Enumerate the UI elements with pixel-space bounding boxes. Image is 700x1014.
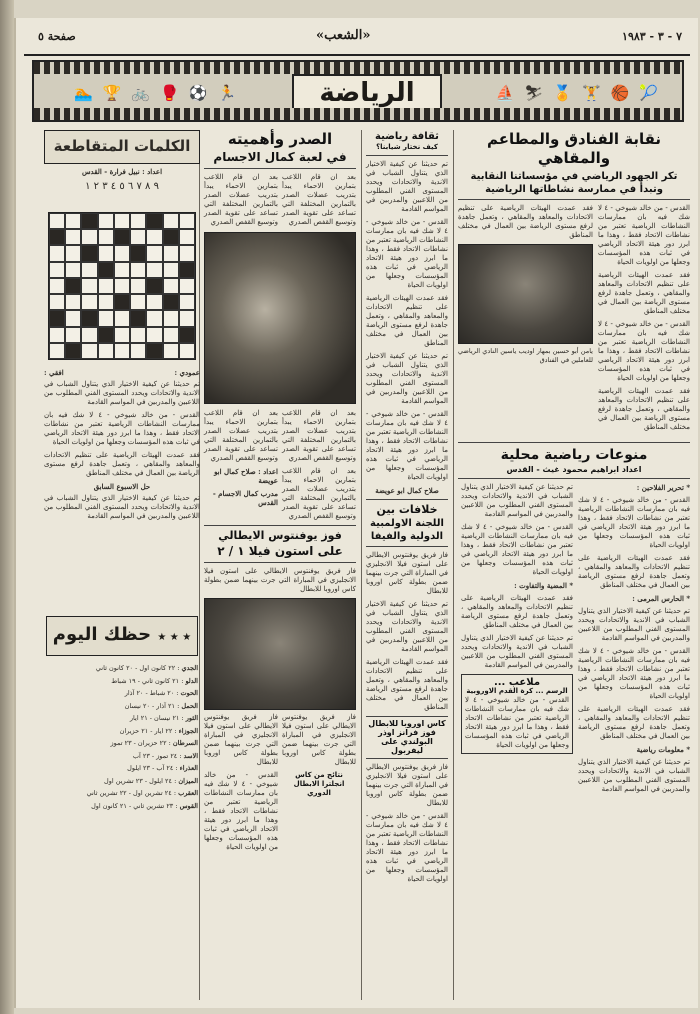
headline-choose-youth: كيف نختار شيابنا؟ [366, 143, 448, 156]
article-paragraph: فاز فريق يوفنتوس الايطالي على استون فيلا الانجليزي في المباراة التي جرت بينهما ضمن بطولة كاس اوروبا للابطال [204, 713, 278, 766]
results-title: نتائج من كاس [295, 771, 343, 779]
sign-dates: ٢٠ شباط - ٢٠ آذار [124, 689, 175, 697]
sign-dates: ٢٣ تشرين ثاني - ٢١ كانون اول [91, 801, 174, 810]
article-paragraph: فقد عمدت الهيئات الرياضية على تنظيم الاتحادات والمعاهد والمقاهي ، وتعمل جاهدة لرفع مستوى الرياضة بين العمال في مختلف المناطق [458, 204, 593, 239]
sign-dates: ٢١ آذار - ٢٠ نيسان [124, 701, 175, 710]
newspaper-page [14, 18, 698, 1008]
article-paragraph: بعد ان قام اللاعب بتمارين الاحماء يبدأ بتدريب عضلات الصدر بالتمارين المختلفة التي تساعد على تقوية الصدر وتوسيع القفص الصدري [204, 173, 278, 226]
sign-name: الحمل [181, 701, 198, 710]
headline-euro-cup: كاس اوروبا للابطال [366, 716, 448, 728]
crossword-grid [48, 212, 196, 360]
banner-sport-icons-right [496, 78, 658, 108]
article-paragraph: القدس - من خالد شيوخي - ٤ لا شك فيه بان ممارسات النشاطات الرياضية تعتبر من نشاطات الاتحاد فقط ، وهذا ما ابرز دور هيئة الاتحاد الرياضي في ثبات هذه المؤسسات وجعلها من اولويات الحياة [366, 218, 448, 289]
clue-text: تم حديثنا عن كيفية الاختيار الذي يتناول الشباب في الاندية والاتحادات ويحدد المستوى الفني المطلوب من اللاعبين والمدربين في المواسم القادمة [44, 494, 200, 520]
headline-aston-villa: على استون فيلا ١ / ٢ [204, 543, 356, 563]
headline-olympic-dispute: خلافات بين [366, 499, 448, 517]
sign-name: الدلو [185, 676, 198, 685]
article-paragraph: تم حديثنا عن كيفية الاختيار الذي يتناول الشباب في الاندية والاتحادات ويحدد المستوى الفني المطلوب من اللاعبين والمدربين في المواسم القادمة [366, 352, 448, 405]
sign-dates: ٢٢ كانون اول - ٢٠ كانون ثاني [95, 664, 176, 672]
sidebar-box [461, 674, 573, 754]
article-paragraph: تم حديثنا عن كيفية الاختيار الذي يتناول الشباب في الاندية والاتحادات ويحدد المستوى الفني المطلوب من اللاعبين والمدربين في المواسم القادمة [366, 600, 448, 653]
sign-name: الحوت [180, 689, 198, 697]
article-paragraph: القدس - من خالد شيوخي - ٤ لا شك فيه بان ممارسات النشاطات الرياضية تعتبر من نشاطات الاتحاد فقط ، وهذا ما ابرز دور هيئة الاتحاد الرياضي في ثبات هذه المؤسسات وجعلها من اولويات الحياة [598, 320, 690, 382]
sign-dates: ٢٤ ايلول - ٢٣ تشرين اول [104, 776, 172, 785]
article-paragraph: فقد عمدت الهيئات الرياضية على تنظيم الاتحادات والمعاهد والمقاهي ، وتعمل جاهدة لرفع مستوى الرياضة بين العمال في مختلف المناطق [598, 271, 690, 315]
article-paragraph: القدس - من خالد شيوخي - ٤ لا شك فيه بان ممارسات النشاطات الرياضية تعتبر من نشاطات الاتحاد فقط ، وهذا ما ابرز دور هيئة الاتحاد الرياضي في ثبات هذه المؤسسات وجعلها من اولويات الحياة [366, 812, 448, 883]
photo-bodybuilder [204, 232, 356, 404]
horoscope-title: حظك اليوم [52, 624, 152, 645]
clue-text: القدس - من خالد شيوخي - ٤ لا شك فيه بان ممارسات النشاطات الرياضية تعتبر من نشاطات الاتحاد فقط ، وهذا ما ابرز دور هيئة الاتحاد الرياضي في ثبات هذه المؤسسات وجعلها من اولويات الحياة [44, 411, 200, 446]
crossword-title: الكلمات المتقاطعة [53, 137, 191, 155]
section-title: الرياضة [292, 74, 442, 112]
article-paragraph: بعد ان قام اللاعب بتمارين الاحماء يبدأ بتدريب عضلات الصدر بالتمارين المختلفة التي تساعد على تقوية الصدر وتوسيع القفص الصدري [282, 173, 356, 226]
crossword-digits: ٩ ٨ ٧ ٦ ٥ ٤ ٣ ٢ ١ [85, 181, 159, 192]
page-number: صفحة ٥ [38, 30, 76, 43]
sign-name: السرطان [172, 739, 198, 747]
sign-name: الجدي [181, 664, 198, 672]
sign-dates: ٢٤ تشرين اول - ٢٢ تشرين ثاني [86, 789, 172, 797]
sign-name: الميزان [178, 776, 198, 785]
clue-text: تم حديثنا عن كيفية الاختيار الذي يتناول الشباب في الاندية والاتحادات ويحدد المستوى الفني المطلوب من اللاعبين والمدربين في المواسم القادمة [44, 380, 200, 406]
kicker-sports-culture: ثقافة رياضية [375, 131, 439, 142]
article-paragraph: فقد عمدت الهيئات الرياضية على تنظيم الاتحادات والمعاهد والمقاهي ، وتعمل جاهدة لرفع مستوى الرياضة بين العمال في مختلف المناطق [461, 594, 573, 629]
article-paragraph: فاز فريق يوفنتوس الايطالي على استون فيلا الانجليزي في المباراة التي جرت بينهما ضمن بطولة كاس اوروبا للابطال [282, 713, 356, 766]
photo-caption: يامن أبو حسين بمهار اوديب ياسين النادي الرياضي للعاملين في الفنادق [458, 347, 593, 364]
crossword-title-box [44, 130, 200, 164]
sign-name: الجوزاء [178, 726, 198, 735]
article-paragraph: فقد عمدت الهيئات الرياضية على تنظيم الاتحادات والمعاهد والمقاهي ، وتعمل جاهدة لرفع مستوى الرياضة بين العمال في مختلف المناطق [598, 387, 690, 431]
column-bodybuilding [204, 130, 356, 1000]
clues-down-label: عمودي : [174, 368, 200, 377]
tennis-icon: 🎾 [639, 84, 658, 102]
sign-dates: ٢٤ تموز - ٢٣ آب [132, 751, 178, 760]
article-paragraph: القدس - من خالد شيوخي - ٤ لا شك فيه بان ممارسات النشاطات الرياضية تعتبر من نشاطات الاتحاد فقط ، وهذا ما ابرز دور هيئة الاتحاد الرياضي في ثبات هذه المؤسسات وجعلها من اولويات الحياة [578, 496, 690, 549]
byline-local-sports: اعداد ابراهيم محمود غيث - القدس [458, 464, 690, 479]
article-paragraph: تم حديثنا عن كيفية الاختيار الذي يتناول الشباب في الاندية والاتحادات ويحدد المستوى الفني المطلوب من اللاعبين والمدربين في المواسم القادمة [461, 634, 573, 669]
headline-olympic-dispute-2: اللجنة الاولمبية الدولية والفيفا [366, 517, 448, 547]
article-paragraph: فاز فريق يوفنتوس الايطالي على استون فيلا الانجليزي في المباراة التي جرت بينهما ضمن بطولة كاس اوروبا للابطال [366, 551, 448, 595]
bicycle-icon: 🚲 [131, 84, 151, 102]
sign-name: الاسد [183, 751, 198, 760]
banner-sport-icons-left [74, 78, 236, 108]
page-binding [0, 0, 14, 1014]
crossword-author: اعداد : نبيل فرارة - القدس [81, 167, 163, 176]
article-paragraph: فقد عمدت الهيئات الرياضية على تنظيم الاتحادات والمعاهد والمقاهي ، وتعمل جاهدة لرفع مستوى الرياضة بين العمال في مختلف المناطق [578, 705, 690, 740]
horoscope-title-box [46, 616, 198, 656]
results-subtitle: انجلترا الابطال [293, 780, 345, 788]
article-paragraph: بعد ان قام اللاعب بتمارين الاحماء يبدأ بتدريب عضلات الصدر بالتمارين المختلفة التي تساعد على تقوية الصدر وتوسيع القفص الصدري [204, 409, 278, 462]
sign-dates: ٢٢ حزيران - ٢٣ تموز [110, 739, 167, 747]
sign-dates: ٢٤ آب - ٢٣ ايلول [127, 764, 174, 772]
article-paragraph: فاز فريق يوفنتوس الايطالي على استون فيلا الانجليزي في المباراة التي جرت بينهما ضمن بطولة كاس اوروبا للابطال [366, 763, 448, 807]
section-label: * المضية والتفاوت : [514, 581, 573, 590]
section-label: * تحرير الفلاحين : [636, 483, 690, 492]
banner-border-top [34, 62, 682, 74]
article-paragraph: فاز فريق يوفنتوس الايطالي على استون فيلا الانجليزي في المباراة التي جرت بينهما ضمن بطولة كاس اوروبا للابطال [204, 567, 356, 593]
sidebar-heading: ملاعب ... [493, 677, 541, 688]
column-divider [361, 130, 362, 1000]
article-paragraph: تم حديثنا عن كيفية الاختيار الذي يتناول الشباب في الاندية والاتحادات ويحدد المستوى الفني المطلوب من اللاعبين والمدربين في المواسم القادمة [461, 483, 573, 518]
league-title: الدوري [307, 789, 331, 797]
article-paragraph: بعد ان قام اللاعب بتمارين الاحماء يبدأ بتدريب عضلات الصدر بالتمارين المختلفة التي تساعد على تقوية الصدر وتوسيع القفص الصدري [282, 409, 356, 462]
subheadline-union-efforts: تكر الجهود الرياضي في مؤسساتنا النقابية [470, 171, 678, 182]
article-paragraph: القدس - من خالد شيوخي - ٤ لا شك فيه بان ممارسات النشاطات الرياضية تعتبر من نشاطات الاتحاد فقط ، وهذا ما ابرز دور هيئة الاتحاد الرياضي في ثبات هذه المؤسسات وجعلها من اولويات الحياة [465, 696, 569, 749]
medal-icon: 🏅 [553, 84, 572, 102]
weightlifting-icon: 🏋 [581, 84, 601, 102]
clues-across-label: افقي : [44, 368, 64, 377]
column-unions-article [458, 130, 690, 1000]
sign-name: القوس [179, 801, 198, 810]
column-divider [453, 130, 454, 1000]
byline: اعداد : صلاح كمال ابو عويضة [214, 467, 278, 485]
article-paragraph: تم حديثنا عن كيفية الاختيار الذي يتناول الشباب في الاندية والاتحادات ويحدد المستوى الفني المطلوب من اللاعبين والمدربين في المواسم القادمة [578, 607, 690, 642]
previous-solution-title: حل الاسبوع السابق [93, 482, 151, 491]
sign-dates: ٢١ نيسان - ٢١ ايار [129, 714, 180, 722]
issue-date: ٧ - ٣ - ١٩٨٣ [622, 30, 682, 43]
horoscope-list: الجدي : ٢٢ كانون اول - ٢٠ كانون ثاني الدلو : ٢١ كانون ثاني - ١٩ شباط الحوت : ٢٠ شباط - ٢٠ آذار الحمل : ٢١ آذار - ٢٠ نيسان الثور : ٢١ نيسان - ٢١ ايار الجوزاء : ٢٢ ايار - ٢١ حزيران السرطان : ٢٢ حزيران - ٢٣ تموز الاسد : ٢٤ تموز - ٢٣ آب العذراء : ٢٤ آب - ٢٣ ايلول الميزان : ٢٤ ايلول - ٢٣ تشرين اول العقرب : ٢٤ تشرين اول - ٢٢ تشرين ثاني القوس : ٢٣ تشرين ثاني - ٢١ كانون اول [86, 664, 198, 810]
article-paragraph: بعد ان قام اللاعب بتمارين الاحماء يبدأ بتدريب عضلات الصدر بالتمارين المختلفة التي تساعد على تقوية الصدر وتوسيع القفص الصدري [282, 467, 356, 520]
page-header [26, 24, 688, 52]
article-paragraph: فقد عمدت الهيئات الرياضية على تنظيم الاتحادات والمعاهد والمقاهي ، وتعمل جاهدة لرفع مستوى الرياضة بين العمال في مختلف المناطق [366, 294, 448, 347]
article-paragraph: القدس - من خالد شيوخي - ٤ لا شك فيه بان ممارسات النشاطات الرياضية تعتبر من نشاطات الاتحاد فقط ، وهذا ما ابرز دور هيئة الاتحاد الرياضي في ثبات هذه المؤسسات وجعلها من اولويات الحياة [578, 647, 690, 700]
headline-juventus: فوز يوفنتوس الايطالي [204, 525, 356, 543]
headline-hotels-union: نقابة الفنادق والمطاعم والمقاهي [486, 130, 662, 167]
sailboat-icon: ⛵ [495, 84, 515, 102]
runner-icon: 🏃 [217, 84, 237, 102]
subheadline-union-activity: وتبدأ في ممارسة نشاطاتها الرياضية [458, 183, 690, 200]
crossword-clues [44, 368, 200, 525]
basketball-icon: 🏀 [610, 84, 630, 102]
banner-border-bottom [34, 108, 682, 120]
swimmer-icon: 🏊 [74, 84, 93, 102]
sign-dates: ٢١ كانون ثاني - ١٩ شباط [111, 676, 180, 685]
article-paragraph: فقد عمدت الهيئات الرياضية على تنظيم الاتحادات والمعاهد والمقاهي ، وتعمل جاهدة لرفع مستوى الرياضة بين العمال في مختلف المناطق [578, 554, 690, 589]
article-paragraph: القدس - من خالد شيوخي - ٤ لا شك فيه بان ممارسات النشاطات الرياضية تعتبر من نشاطات الاتحاد فقط ، وهذا ما ابرز دور هيئة الاتحاد الرياضي في ثبات هذه المؤسسات وجعلها من اولويات الحياة [366, 410, 448, 481]
sign-dates: ٢٢ ايار - ٢١ حزيران [119, 726, 173, 735]
article-paragraph: فقد عمدت الهيئات الرياضية على تنظيم الاتحادات والمعاهد والمقاهي ، وتعمل جاهدة لرفع مستوى الرياضة بين العمال في مختلف المناطق [366, 658, 448, 711]
football-icon: ⚽ [188, 84, 208, 102]
section-label: * الحارس المرمى : [632, 594, 690, 603]
byline: صلاح كمال ابو عويضة [375, 486, 439, 495]
article-paragraph: القدس - من خالد شيوخي - ٤ لا شك فيه بان ممارسات النشاطات الرياضية تعتبر من نشاطات الاتحاد فقط ، وهذا ما ابرز دور هيئة الاتحاد الرياضي في ثبات هذه المؤسسات وجعلها من اولويات الحياة [598, 204, 690, 266]
byline-credit: مدرب كمال الاجسام - القدس [212, 489, 278, 507]
column-sports-culture [366, 130, 448, 1000]
article-paragraph: القدس - من خالد شيوخي - ٤ لا شك فيه بان ممارسات النشاطات الرياضية تعتبر من نشاطات الاتحاد فقط ، وهذا ما ابرز دور هيئة الاتحاد الرياضي في ثبات هذه المؤسسات وجعلها من اولويات الحياة [204, 771, 278, 851]
headline-local-sports: منوعات رياضية محلية [458, 442, 690, 464]
headline-chest-importance: الصدر وأهميته [227, 130, 333, 148]
newspaper-name: «الشعب» [316, 28, 371, 43]
article-paragraph: تم حديثنا عن كيفية الاختيار الذي يتناول الشباب في الاندية والاتحادات ويحدد المستوى الفني المطلوب من اللاعبين والمدربين في المواسم القادمة [366, 160, 448, 213]
ski-icon: ⛷ [524, 84, 544, 102]
article-paragraph: القدس - من خالد شيوخي - ٤ لا شك فيه بان ممارسات النشاطات الرياضية تعتبر من نشاطات الاتحاد فقط ، وهذا ما ابرز دور هيئة الاتحاد الرياضي في ثبات هذه المؤسسات وجعلها من اولويات الحياة [461, 523, 573, 576]
article-paragraph: تم حديثنا عن كيفية الاختيار الذي يتناول الشباب في الاندية والاتحادات ويحدد المستوى الفني المطلوب من اللاعبين والمدربين في المواسم القادمة [578, 758, 690, 793]
photo-portrait-man [458, 244, 593, 344]
headline-bodybuilding: في لعبة كمال الاجسام [204, 149, 356, 169]
section-label: * معلومات رياضية [636, 745, 690, 754]
sign-name: الثور [185, 714, 198, 722]
sign-name: العقرب [178, 789, 198, 797]
star-icon: ★ ★ ★ [157, 632, 192, 643]
photo-players [204, 598, 356, 710]
trophy-icon: 🏆 [102, 84, 122, 102]
boxing-icon: 🥊 [160, 84, 179, 102]
sign-name: العذراء [179, 764, 198, 772]
sidebar-subheading: الرسم ... كرة القدم الاوروبية [466, 687, 568, 695]
header-rule [24, 54, 690, 56]
sports-banner [32, 60, 684, 122]
clue-text: فقد عمدت الهيئات الرياضية على تنظيم الاتحادات والمعاهد والمقاهي ، وتعمل جاهدة لرفع مستوى الرياضة بين العمال في مختلف المناطق [44, 451, 200, 477]
headline-widzew-liverpool: فوز فرانز اوذر البولندي على ليفربول [366, 728, 448, 759]
